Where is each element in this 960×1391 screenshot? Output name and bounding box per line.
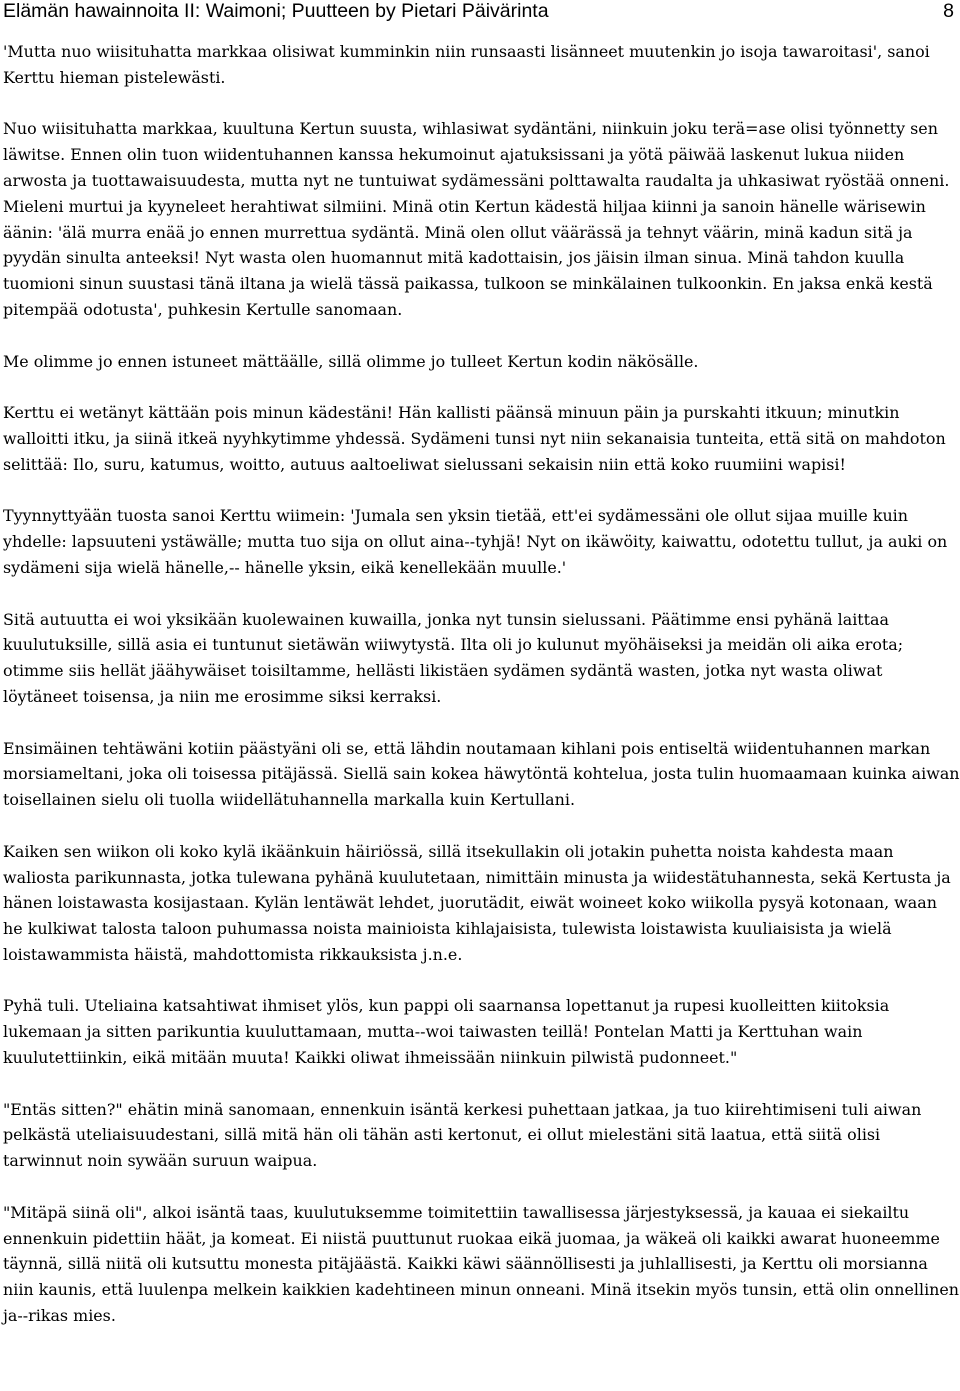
paragraph: Pyhä tuli. Uteliaina katsahtiwat ihmiset ylös, kun pappi oli saarnansa lopettanut ja rupesi kuolleitten kiitoksia lukemaan ja sitten parikuntia kuuluttamaan, mutta--woi taiwasten teillä! Pontelan Matti ja Kerttuhan wain kuulutettiinkin, eikä mitään muuta! Kaikki oliwat ihmeissään niinkuin pilwistä pudonneet.": [3, 996, 890, 1068]
paragraph: Me olimme jo ennen istuneet mättäälle, sillä olimme jo tulleet Kertun kodin näkösälle.: [3, 351, 699, 371]
paragraph: "Entäs sitten?" ehätin minä sanomaan, ennenkuin isäntä kerkesi puhettaan jatkaa, ja tuo kiirehtimiseni tuli aiwan pelkästä uteliaisuudestani, sillä mitä hän oli tähän asti kertonut, ei ollut mielestäni sitä laatua, että siitä olisi tarwinnut noin sywään suruun waipua.: [3, 1099, 922, 1171]
paragraph: Kerttu ei wetänyt kättään pois minun kädestäni! Hän kallisti päänsä minuun päin ja purskahti itkuun; minutkin walloitti itku, ja siinä itkeä nyyhkytimme yhdessä. Sydämeni tunsi nyt niin sekanaisia tunteita, että sitä on mahdoton selittää: Ilo, suru, katumus, woitto, autuus aaltoeliwat sielussani sekaisin niin että koko ruumiini wapisi!: [3, 403, 946, 474]
paragraph: "Mitäpä siinä oli", alkoi isäntä taas, kuulutuksemme toimitettiin tawallisessa järjestyksessä, ja kauaa ei siekailtu ennenkuin pidettiin häät, ja komeat. Ei niistä puuttunut ruokaa eikä juomaa, ja wäkeä oli kaikki awarat huoneemme täynnä, sillä niitä oli kutsuttu monesta pitäjäästä. Kaikki käwi säännöllisesti ja juhlallisesti, ja Kerttu oli morsianna niin kaunis, että luulenpa melkein kaikkien kadehtineen minun onneani. Minä itsekin myös tunsin, että olin onnellinen ja--rikas mies.: [3, 1202, 960, 1326]
paragraph: Ensimäinen tehtäwäni kotiin päästyäni oli se, että lähdin noutamaan kihlani pois entiseltä wiidentuhannen markan morsiameltani, joka oli toisessa pitäjässä. Siellä sain kokea häwytöntä kohtelua, josta tulin huomaamaan kuinka aiwan toisellainen sielu oli tuolla wiidellätuhannella markalla kuin Kertullani.: [3, 738, 960, 810]
book-title: Elämän hawainnoita II: Waimoni; Puutteen by Pietari Päivärinta: [3, 0, 549, 22]
page-header: [3, 0, 954, 26]
paragraph: Tyynnyttyään tuosta sanoi Kerttu wiimein: 'Jumala sen yksin tietää, ett'ei sydämessäni ole ollut sijaa muille kuin yhdelle: lapsuuteni ystäwälle; mutta tuo sija on ollut aina--tyhjä! Nyt on ikäwöity, kaiwattu, odotettu tullut, ja auki on sydämeni sija wielä hänelle,-- hänelle yksin, eikä kenellekään muulle.': [3, 506, 948, 577]
paragraph: Kaiken sen wiikon oli koko kylä ikäänkuin häiriössä, sillä itsekullakin oli jotakin puhetta noista kahdesta maan waliosta parikunnasta, jotka tulewana pyhänä kuulutetaan, nimittäin minusta ja wiidestätuhannesta, sekä Kertusta ja hänen loistawasta kosijastaan. Kylän lentäwät lehdet, juorutädit, eiwät woineet koko wiikolla pysyä kotonaan, waan he kulkiwat talosta taloon puhumassa noista mainioista kihlajaisista, tulewista loistawista kuuliaisista ja wielä loistawammista häistä, mahdottomista rikkauksista j.n.e.: [3, 841, 951, 964]
page-number: 8: [943, 0, 954, 22]
paragraph: 'Mutta nuo wiisituhatta markkaa olisiwat kumminkin niin runsaasti lisänneet muutenkin jo isoja tawaroitasi', sanoi Kerttu hieman pistelewästi.: [3, 42, 930, 87]
paragraph: Sitä autuutta ei woi yksikään kuolewainen kuwailla, jonka nyt tunsin sielussani. Päätimme ensi pyhänä laittaa kuulutuksille, sillä asia ei tuntunut sietäwän wiiwytystä. Ilta oli jo kulunut myöhäiseksi ja meidän oli aika erota; otimme siis hellät jäähywäiset toisiltamme, hellästi likistäen sydämen sydäntä wasten, jotka nyt wasta oliwat löytäneet toisensa, ja niin me erosimme siksi kerraksi.: [3, 609, 904, 706]
paragraph: Nuo wiisituhatta markkaa, kuultuna Kertun suusta, wihlasiwat sydäntäni, niinkuin joku terä=ase olisi työnnetty sen läwitse. Ennen olin tuon wiidentuhannen kanssa hekumoinut ajatuksissani ja yötä päiwää laskenut lukua niiden arwosta ja tuottawaisuudesta, mutta nyt ne tuntuiwat sydämessäni polttawalta raudalta ja uhkasiwat ryöstää onneni. Mieleni murtui ja kyyneleet herahtiwat silmiini. Minä otin Kertun kädestä hiljaa kiinni ja sanoin hänelle wärisewin äänin: 'älä murra enää jo ennen murrettua sydäntä. Minä olen ollut väärässä ja tehnyt väärin, minä kadun sitä ja pyydän sinulta anteeksi! Nyt wasta olen huomannut mitä kadottaisin, jos jäisin ilman sinua. Minä tahdon kuulla tuomioni sinun suustasi tänä iltana ja wielä tässä paikassa, tulkoon se minkälainen tulkoonkin. En jaksa enkä kestä pitempää odotusta', puhkesin Kertulle sanomaan.: [3, 119, 950, 319]
text-body: [3, 39, 960, 1355]
